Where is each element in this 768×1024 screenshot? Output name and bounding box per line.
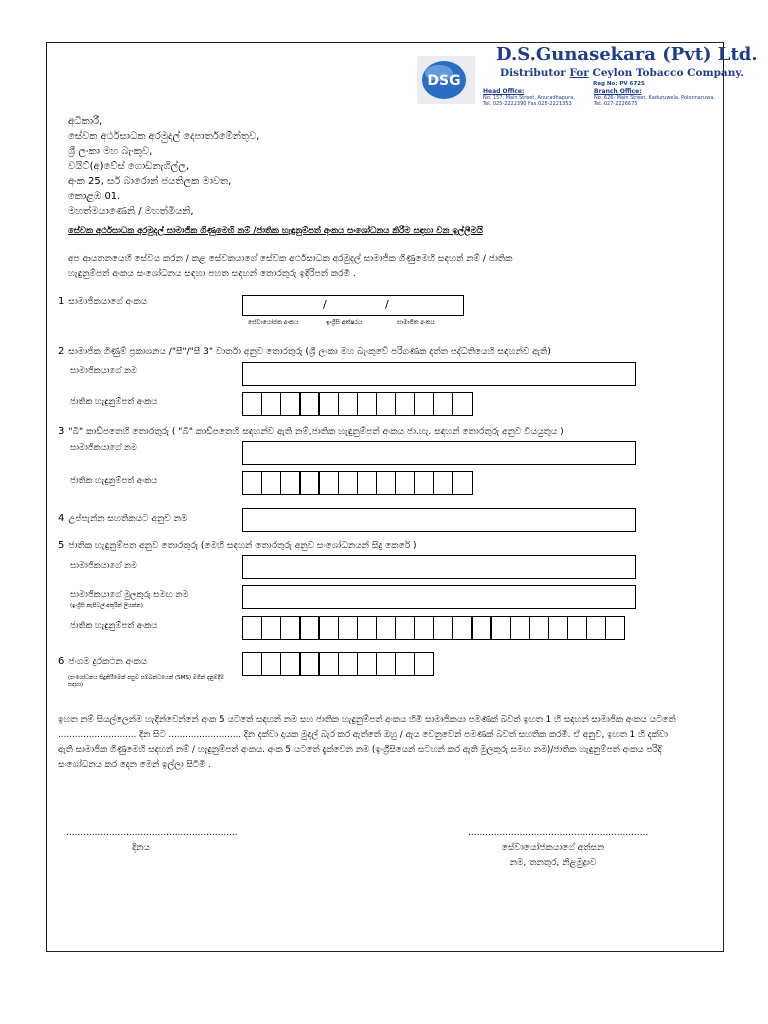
nic-label: ජාතික හැඳුනුම්පත් අංකය [70, 397, 158, 407]
nic-cell[interactable] [242, 392, 262, 416]
section-5-heading-text: ජාතික හැඳුනුම්පත අනුව තොරතුරු (මෙහි සඳහන් තොරතුරු අනුව සංශෝධනයන් සිදු කෙරේ ) [68, 541, 417, 551]
section-2-heading-text: සාමාජික ගිණුම් ප්‍රකාශනය /"සී"/"සී 3" වාර්තා අනුව තොරතුරු (ශ්‍රී ලංකා මහ බැංකුවේ පරිගණක දත්ත පද්ධතියෙහි සඳහන්ව ඇති) [68, 347, 551, 357]
nic-cell[interactable] [376, 616, 396, 640]
phone-cell[interactable] [280, 652, 300, 676]
head-office-block [483, 88, 575, 107]
section-5-heading [58, 540, 417, 551]
nic-cell[interactable] [452, 471, 472, 495]
nic-cell[interactable] [280, 392, 300, 416]
b-card-name-input[interactable] [242, 441, 636, 465]
nic-cell[interactable] [357, 392, 377, 416]
employer-details-label: නම, තනතුර, නිළමුද්‍රාව [509, 858, 597, 868]
company-name: D.S.Gunasekara (Pvt) Ltd. [496, 44, 758, 65]
nic-cell[interactable] [433, 471, 453, 495]
section-number: 6 [58, 656, 65, 667]
nic-cell[interactable] [452, 616, 472, 640]
branch-office-phone: Tel. 027-2226675 [594, 101, 638, 107]
tagline-for: For [569, 67, 589, 79]
declaration-text: ඉහත නම් සියල්ලෙන්ම හැඳින්වෙන්නේ අංක 5 යටතේ සඳහන් නම සහ ජාතික හැඳුනුම්පත් අංකය හිමි සාමාජිකයා පමණක් බවත් ඉහත 1 හි සඳහන් සාමාජික අංකය යටතේ ............................ දින සිට .......................... දින දක්වා දායක මුදල් බැර කර ඇත්තේ ඔහු / ඇය වෙනුවෙන් පමණක් බවත් සහතික කරමි. ඒ අනුව, ඉහත 1 හි දක්වා ඇති සාමාජික ගිණුමෙහි සඳහන් නම් / හැඳුනුම්පත් අංකය. අංක 5 යටතේ දැක්වෙන නම (ඉංග්‍රීසියෙන් සටහන් කර ඇති මුලකුරු සමඟ නම)/ජාතික හැඳුනුම්පත් අංකය පරිදි සංශෝධනය කර දෙන මෙන් ඉල්ලා සිටිමි . [58, 715, 676, 770]
phone-cell[interactable] [338, 652, 358, 676]
date-signature-block [66, 826, 238, 856]
intro-line: හැඳුනුම්පත් අංකය සංශෝධනය සඳහා පහත සඳහන් තොරතුරු ඉදිරිපත් කරමි . [68, 269, 356, 279]
phone-cell[interactable] [376, 652, 396, 676]
nic-cell[interactable] [605, 616, 625, 640]
address-line: අංක 25, සර් බාරොන් ජයතිලක මාවත, [68, 176, 232, 187]
salutation: මහත්මයාණෙනි / මහත්මියනි, [68, 206, 194, 217]
member-name-label: සාමාජිකයාගේ නම [70, 366, 137, 376]
nic-input[interactable] [242, 392, 471, 416]
employer-signature-line[interactable]: ............................................................... [468, 828, 649, 838]
logo-text: DSG [427, 73, 461, 89]
birth-certificate-name-input[interactable] [242, 508, 636, 532]
intro-text [68, 252, 512, 282]
nic-name-input[interactable] [242, 555, 636, 579]
nic-cell[interactable] [567, 616, 587, 640]
nic-cell[interactable] [242, 616, 262, 640]
nic-cell[interactable] [414, 471, 434, 495]
section-number: 2 [58, 346, 65, 357]
head-office-phone: Tel. 025-2222390 Fax.025-2221353 [483, 101, 572, 107]
nic-cell[interactable] [376, 471, 396, 495]
nic-cell[interactable] [318, 392, 338, 416]
branch-office-address: No. 626, Main Street, Kaduruwela, Polonnaruwa. [594, 95, 715, 101]
phone-cell[interactable] [414, 652, 434, 676]
nic-cell[interactable] [395, 392, 415, 416]
member-name-label: සාමාජිකයාගේ නම [70, 561, 137, 571]
nic-cell[interactable] [414, 616, 434, 640]
intro-line: අප ආයතනයෙහි සේවය කරන / කළ සේවකයාගේ සේවක අර්ථසාධක අරමුදල් සාමාජික ගිණුමෙහි සඳහන් නම් / ජාතික [68, 254, 513, 264]
address-line: කොළඹ 01. [68, 191, 121, 202]
nic-cell[interactable] [299, 616, 319, 640]
nic-cell[interactable] [299, 392, 319, 416]
phone-cell[interactable] [299, 652, 319, 676]
name-with-initials-input[interactable] [242, 585, 636, 609]
nic-cell[interactable] [452, 392, 472, 416]
section-3-heading [58, 426, 564, 437]
nic-cell[interactable] [338, 616, 358, 640]
nic-cell[interactable] [433, 616, 453, 640]
employer-signature-block [468, 826, 649, 871]
section-2-heading [58, 346, 551, 357]
nic-cell[interactable] [357, 616, 377, 640]
tagline-suffix: Ceylon Tobacco Company. [588, 67, 744, 79]
section-number: 5 [58, 540, 65, 551]
section-1-label [58, 296, 147, 307]
phone-cell[interactable] [395, 652, 415, 676]
nic-cell[interactable] [261, 471, 281, 495]
nic-cell[interactable] [586, 616, 606, 640]
nic-cell[interactable] [433, 392, 453, 416]
dsg-logo [417, 56, 475, 104]
nic-cell[interactable] [338, 392, 358, 416]
nic-cell[interactable] [376, 392, 396, 416]
member-name-input[interactable] [242, 362, 636, 386]
nic-cell[interactable] [471, 616, 491, 640]
head-office-address: No. 157, Main Street, Anuradhapura. [483, 95, 575, 101]
nic-cell[interactable] [490, 616, 510, 640]
name-with-initials-label: සාමාජිකයාගේ මුලකුරු සමඟ නම [70, 590, 189, 600]
member-number-input[interactable] [242, 295, 464, 316]
phone-cell[interactable] [318, 652, 338, 676]
nic-label: ජාතික හැඳුනුම්පත් අංකය [70, 476, 158, 486]
nic-cell[interactable] [318, 471, 338, 495]
nic-corrected-input[interactable] [242, 616, 624, 640]
section-4-label [58, 513, 187, 524]
employer-number-sublabel: සේවායෝජක අංකය [248, 319, 299, 326]
nic-cell[interactable] [318, 616, 338, 640]
nic-cell[interactable] [395, 616, 415, 640]
employer-signature-label: සේවායෝජකයාගේ අත්සන [501, 843, 605, 853]
address-line: ශ්‍රී ලංකා මහ බැංකුව, [68, 146, 153, 157]
nic-cell[interactable] [299, 471, 319, 495]
separator: / [323, 298, 327, 311]
sms-note: (සංශෝධනය සිදුකිරීමෙන් පසුව සම්බන්ධයෙන් (SMS) මගින් දැනුම්දීම් සඳහා) [68, 675, 225, 688]
recipient-address [68, 114, 259, 219]
section-number: 1 [58, 296, 65, 307]
address-line: වයිට්(අ)වේස් ගොඩනැගිල්ල, [68, 161, 190, 172]
nic-label: ජාතික හැඳුනුම්පත් අංකය [70, 621, 158, 631]
section-6-label [58, 656, 147, 667]
section-number: 3 [58, 426, 65, 437]
date-label: දිනය [132, 843, 150, 853]
phone-cell[interactable] [242, 652, 262, 676]
address-line: අධිකාරී, [68, 116, 103, 127]
company-tagline [500, 67, 744, 79]
branch-office-block [594, 88, 715, 107]
branch-office-title: Branch Office: [594, 88, 642, 95]
nic-cell[interactable] [261, 392, 281, 416]
capital-letters-note: (ඉංග්‍රීසි කැපිටල් අකුරින් ලියන්න) [70, 603, 143, 609]
section-number: 4 [58, 513, 65, 524]
head-office-title: Head Office: [483, 88, 525, 95]
phone-cell[interactable] [357, 652, 377, 676]
mobile-number-input[interactable] [242, 652, 433, 676]
member-sublabel: සාමාජික අංකය [397, 319, 435, 326]
tagline-prefix: Distributor [500, 67, 570, 79]
nic-cell[interactable] [357, 471, 377, 495]
nic-cell[interactable] [548, 616, 568, 640]
address-line: සේවක අර්ථසාධක අරමුදල් දෙපාර්තමේන්තුව, [68, 131, 260, 142]
phone-cell[interactable] [261, 652, 281, 676]
nic-cell[interactable] [510, 616, 530, 640]
b-card-nic-input[interactable] [242, 471, 471, 495]
section-3-heading-text: "බී" කාඩ්පතෙහි තොරතුරු ( "බී" කාඩ්පතෙහි සඳහන්ව ඇති නම්,ජාතික හැඳුනුම්පත් අංකය ජා.හැ. සඳහන් තොරතුරු අනුව වියයුතුය ) [68, 427, 564, 437]
nic-cell[interactable] [261, 616, 281, 640]
separator: / [385, 298, 389, 311]
nic-cell[interactable] [395, 471, 415, 495]
nic-cell[interactable] [280, 616, 300, 640]
member-name-label: සාමාජිකයාගේ නම [70, 443, 137, 453]
nic-cell[interactable] [338, 471, 358, 495]
birth-certificate-name-label: උප්පැන්න සහතිකයට අනුව නම [68, 514, 188, 524]
nic-cell[interactable] [280, 471, 300, 495]
zone-letter-sublabel: ඉංග්‍රීසි අක්ෂරය [326, 319, 363, 326]
letter-subject: සේවක අර්ථසාධක අරමුදල් සාමාජික ගිණුමෙහි නම් /ජාතික හැඳුනුම්පත් අංකය සංශෝධනය කිරීම සඳහා වන ඉල්ලීමයි [68, 226, 483, 236]
member-number-label: සාමාජිකයාගේ අංකය [68, 297, 148, 307]
nic-cell[interactable] [414, 392, 434, 416]
mobile-number-label: ජංගම දුරකථන අංකය [68, 657, 148, 667]
nic-cell[interactable] [529, 616, 549, 640]
nic-cell[interactable] [242, 471, 262, 495]
reg-number: Reg No: PV 6725 [593, 81, 645, 87]
date-line[interactable]: ............................................................ [66, 828, 238, 838]
